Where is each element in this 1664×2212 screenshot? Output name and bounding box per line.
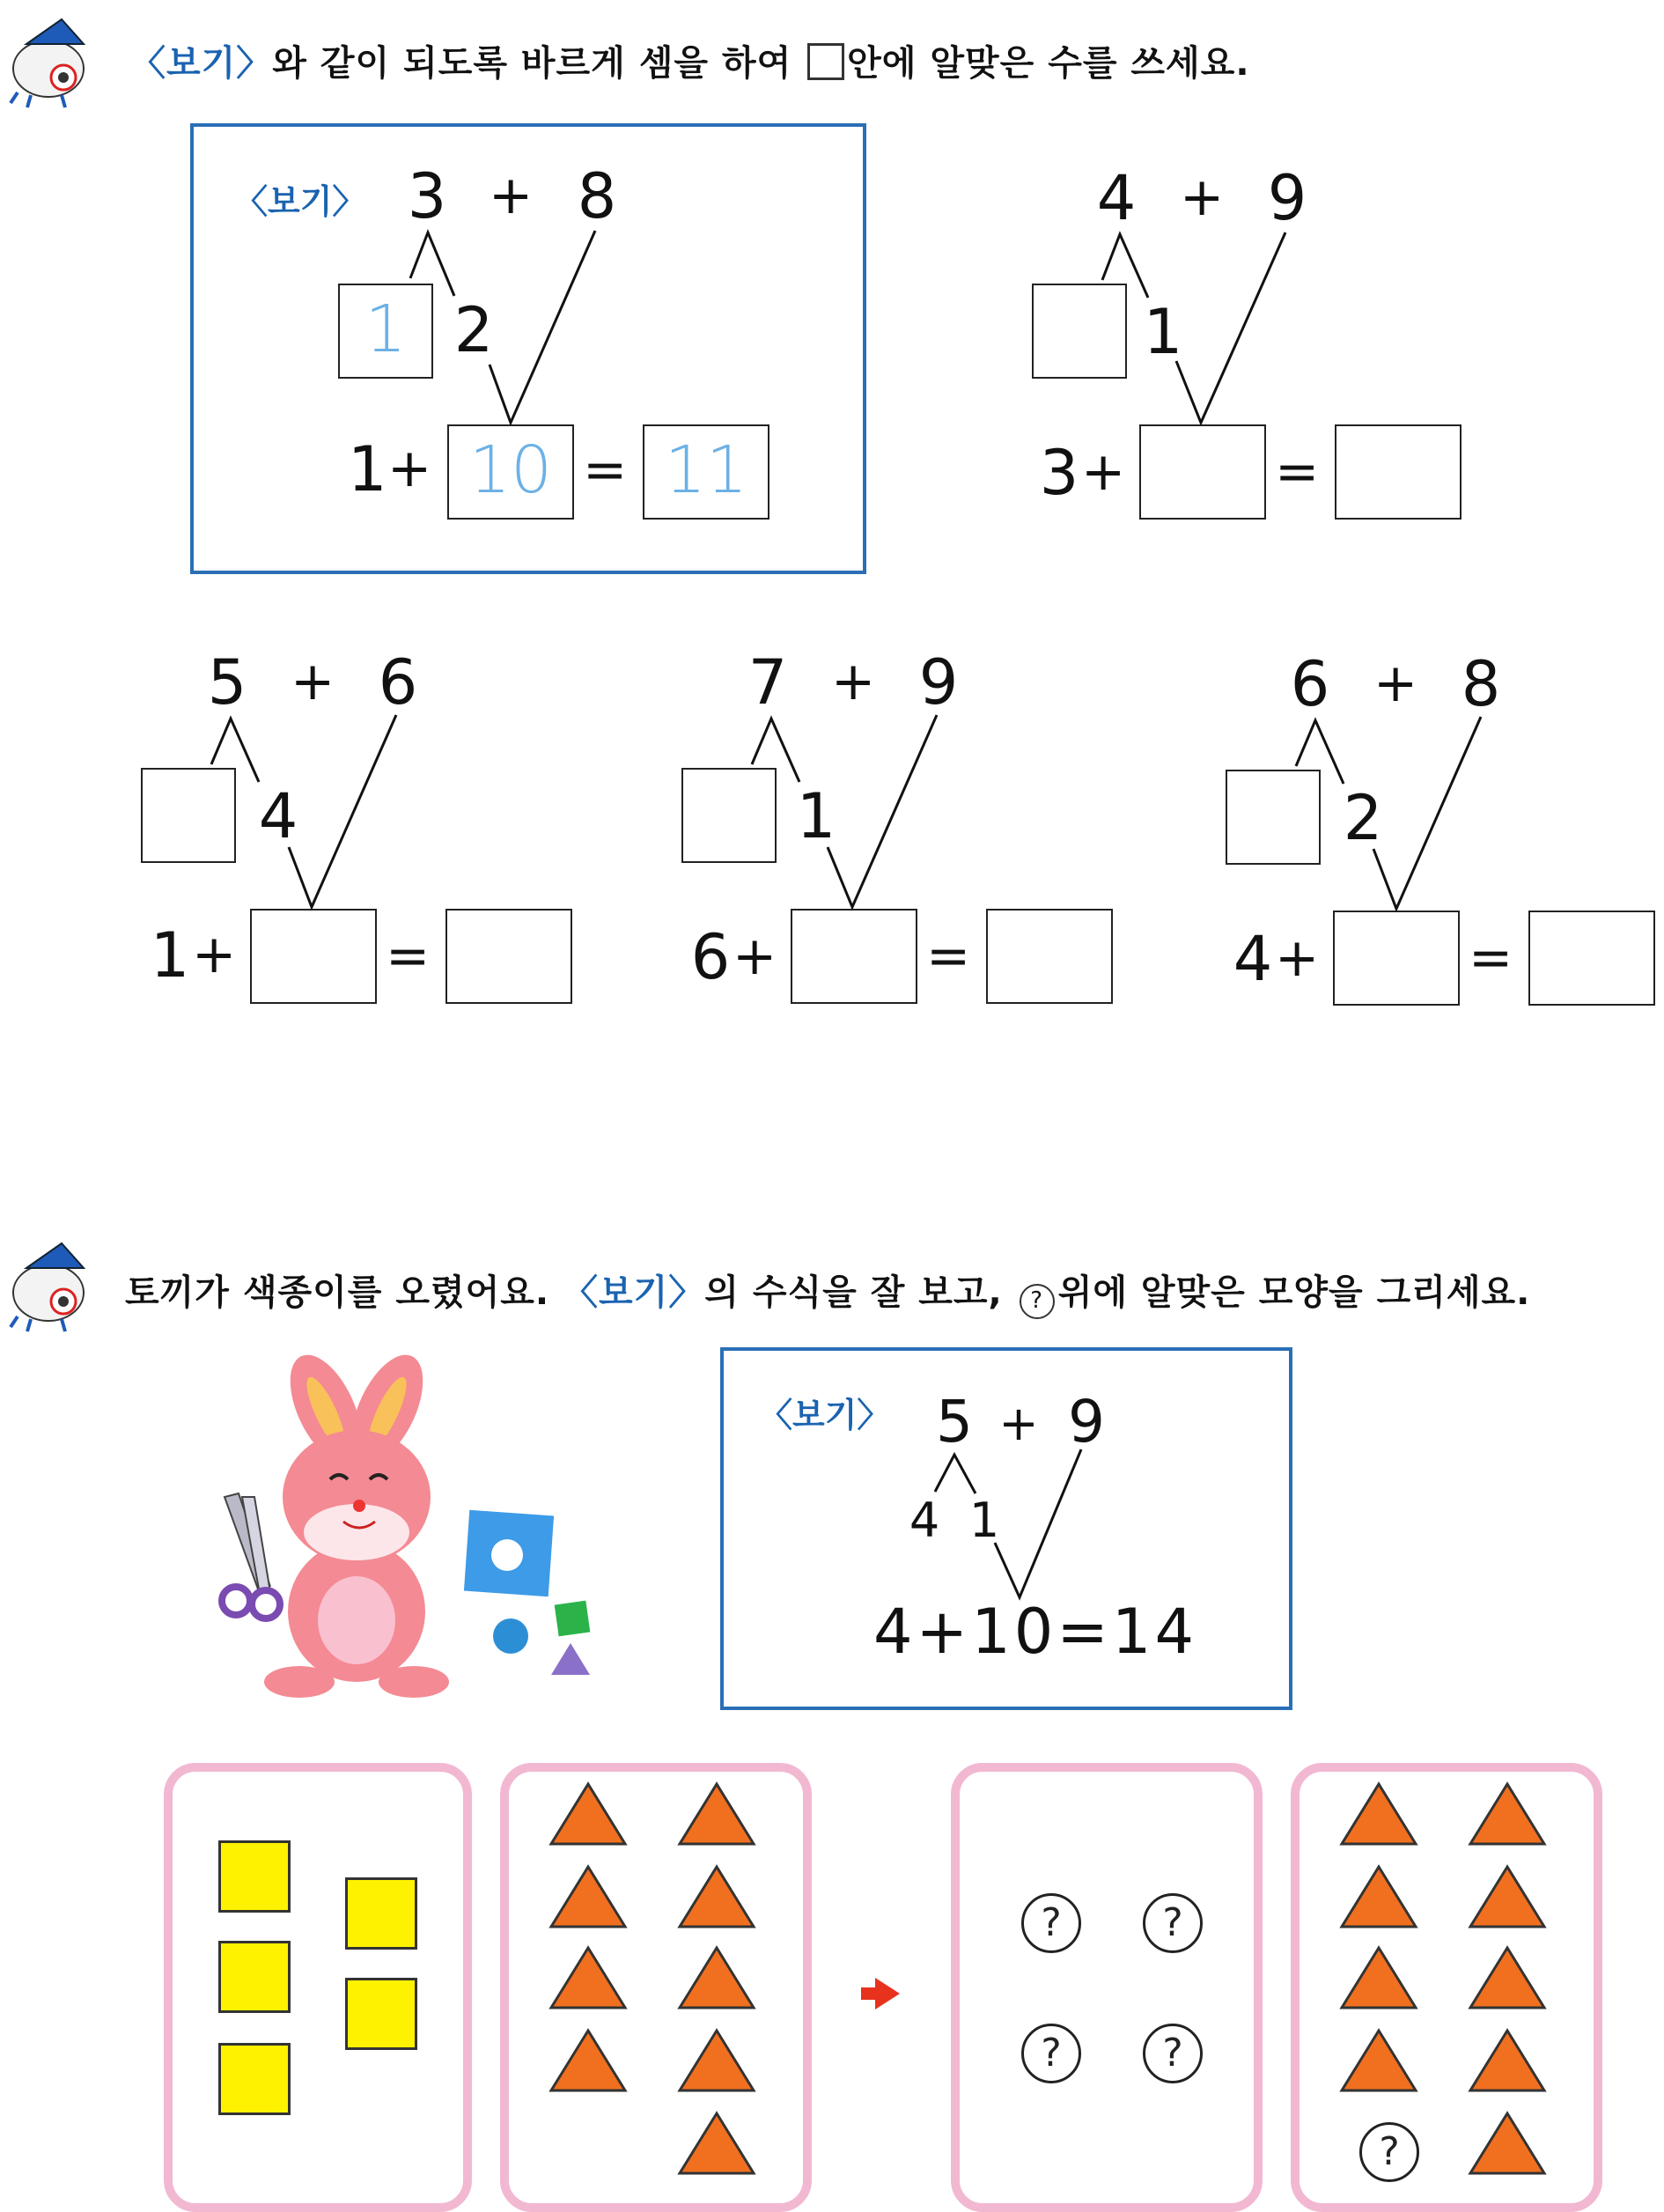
instruction-tag: 〈보기〉: [130, 43, 273, 84]
example-plus: +: [387, 438, 432, 499]
example-tag: 〈보기〉: [234, 182, 366, 221]
p1-a: 4: [1096, 162, 1137, 234]
instruction-text-b: 안에 알맞은 수를 쓰세요.: [847, 43, 1250, 84]
example-op: +: [489, 165, 534, 226]
question-circle[interactable]: ?: [1359, 2122, 1419, 2182]
orange-triangle: [1470, 1784, 1544, 1844]
orange-triangle: [1470, 2031, 1544, 2090]
orange-triangle: [551, 1784, 625, 1844]
p4-b: 8: [1461, 648, 1501, 720]
question-circle[interactable]: ?: [1021, 1893, 1081, 1953]
example2-b: 9: [1068, 1388, 1105, 1456]
instruction2-tag: 〈보기〉: [563, 1272, 705, 1313]
instruction2-text-c: 위에 알맞은 모양을 그리세요.: [1057, 1272, 1531, 1313]
instruction2-text-b: 의 수식을 잘 보고,: [704, 1272, 1016, 1313]
p3-left: 6: [690, 921, 731, 993]
orange-triangle: [551, 1867, 625, 1927]
example-ten-hint: 10: [468, 432, 553, 508]
p2-eq: =: [386, 925, 431, 987]
example-result-hint: 11: [664, 432, 748, 508]
orange-triangle: [680, 1867, 754, 1927]
example2-op: +: [998, 1396, 1039, 1451]
instruction-text-a: 와 같이 되도록 바르게 셈을 하여: [272, 43, 806, 84]
p3-a: 7: [747, 646, 788, 719]
orange-triangle: [680, 1948, 754, 2008]
p1-plus: +: [1081, 441, 1126, 503]
example-b: 8: [577, 160, 617, 232]
p1-split-rest: 1: [1143, 296, 1183, 368]
p3-split-rest: 1: [796, 780, 836, 852]
example-eq: =: [583, 439, 628, 501]
p2-op: +: [291, 651, 335, 712]
question-circle-icon: ?: [1020, 1284, 1055, 1319]
p3-eq: =: [926, 925, 971, 987]
p2-left: 1: [150, 919, 190, 992]
orange-triangle: [1470, 2113, 1544, 2173]
example2-tag: 〈보기〉: [759, 1396, 891, 1434]
p3-b: 9: [918, 646, 959, 719]
example-split-rest: 2: [453, 294, 494, 366]
p1-left: 3: [1039, 437, 1079, 509]
example-a: 3: [407, 160, 447, 232]
p4-eq: =: [1469, 927, 1513, 989]
p1-op: +: [1180, 166, 1225, 228]
orange-triangle: [1342, 2031, 1416, 2090]
example2-split-left: 4: [909, 1493, 940, 1548]
orange-triangle: [680, 1784, 754, 1844]
example2-split-right: 1: [968, 1493, 1000, 1548]
example2-a: 5: [936, 1388, 973, 1456]
p2-a: 5: [207, 646, 247, 719]
p1-b: 9: [1267, 162, 1307, 234]
p4-a: 6: [1290, 648, 1330, 720]
question-circle[interactable]: ?: [1143, 1893, 1203, 1953]
orange-triangle: [551, 1948, 625, 2008]
card4-triangles: [1342, 1784, 1544, 2173]
p1-eq: =: [1275, 441, 1320, 503]
orange-triangle: [1342, 1784, 1416, 1844]
orange-triangle: [1470, 1867, 1544, 1927]
p3-plus: +: [733, 925, 777, 987]
question-circle[interactable]: ?: [1143, 2024, 1203, 2083]
p2-b: 6: [378, 646, 418, 719]
example2-equation: 4+10=14: [873, 1596, 1197, 1668]
orange-triangle: [1470, 1948, 1544, 2008]
example-split-hint: 1: [364, 291, 407, 367]
p4-op: +: [1373, 653, 1418, 714]
red-arrow-icon: [861, 1978, 900, 2009]
p2-split-rest: 4: [258, 780, 298, 852]
orange-triangle: [680, 2113, 754, 2173]
p3-op: +: [831, 651, 876, 712]
card2-triangles: [551, 1784, 754, 2173]
p4-left: 4: [1233, 923, 1273, 995]
orange-triangle: [680, 2031, 754, 2090]
example-left: 1: [348, 433, 387, 505]
question-circle[interactable]: ?: [1021, 2024, 1081, 2083]
orange-triangle: [551, 2031, 625, 2090]
p4-plus: +: [1275, 927, 1320, 989]
p2-plus: +: [192, 924, 237, 985]
instruction2-text-a: 토끼가 색종이를 오렸어요.: [125, 1272, 563, 1313]
orange-triangle: [1342, 1948, 1416, 2008]
p4-split-rest: 2: [1343, 782, 1383, 854]
orange-triangle: [1342, 1867, 1416, 1927]
